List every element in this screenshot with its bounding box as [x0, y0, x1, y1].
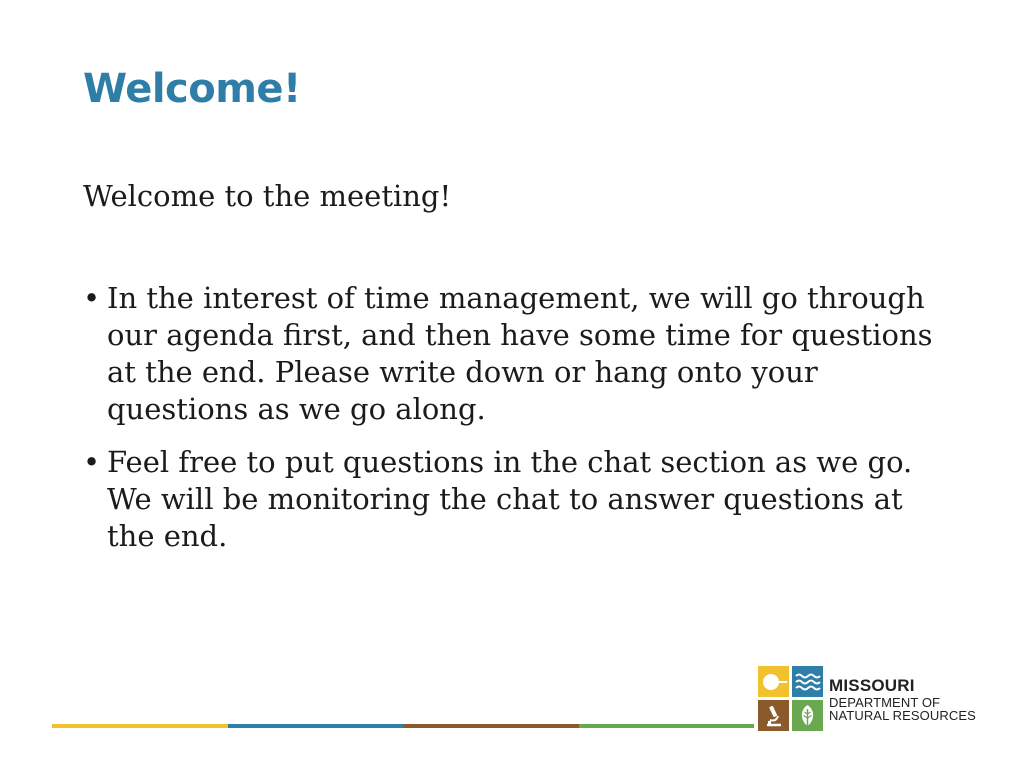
missouri-dnr-logo — [758, 666, 976, 731]
footer-bar-brown — [403, 724, 579, 728]
footer-bar-yellow — [52, 724, 228, 728]
bullet-text: Feel free to put questions in the chat section as we go. We will be monitoring the chat to answer questions at the end. — [107, 445, 913, 553]
microscope-icon — [758, 700, 789, 731]
slide-title: Welcome! — [83, 66, 301, 112]
logo-wordmark — [829, 676, 976, 722]
footer-color-bar — [52, 724, 754, 728]
bullet-list — [83, 280, 943, 555]
bullet-item — [83, 280, 943, 428]
logo-line-missouri: MISSOURI — [829, 675, 915, 695]
slide-body — [83, 178, 943, 571]
sun-icon — [758, 666, 789, 697]
intro-text: Welcome to the meeting! — [83, 179, 452, 213]
bullet-text: In the interest of time management, we will go through our agenda first, and then have some time for questions at the end. Please write down or hang onto your questions as we go along. — [107, 281, 933, 426]
water-waves-icon — [792, 666, 823, 697]
bullet-glyph: • — [83, 445, 101, 479]
logo-tiles — [758, 666, 823, 731]
logo-line-department: DEPARTMENT OF — [829, 694, 941, 710]
footer-bar-blue — [228, 724, 404, 728]
bullet-glyph: • — [83, 281, 101, 315]
bullet-item — [83, 444, 943, 555]
footer-bar-green — [579, 724, 755, 728]
logo-line-natural-resources: NATURAL RESOURCES — [829, 707, 976, 723]
leaf-icon — [792, 700, 823, 731]
